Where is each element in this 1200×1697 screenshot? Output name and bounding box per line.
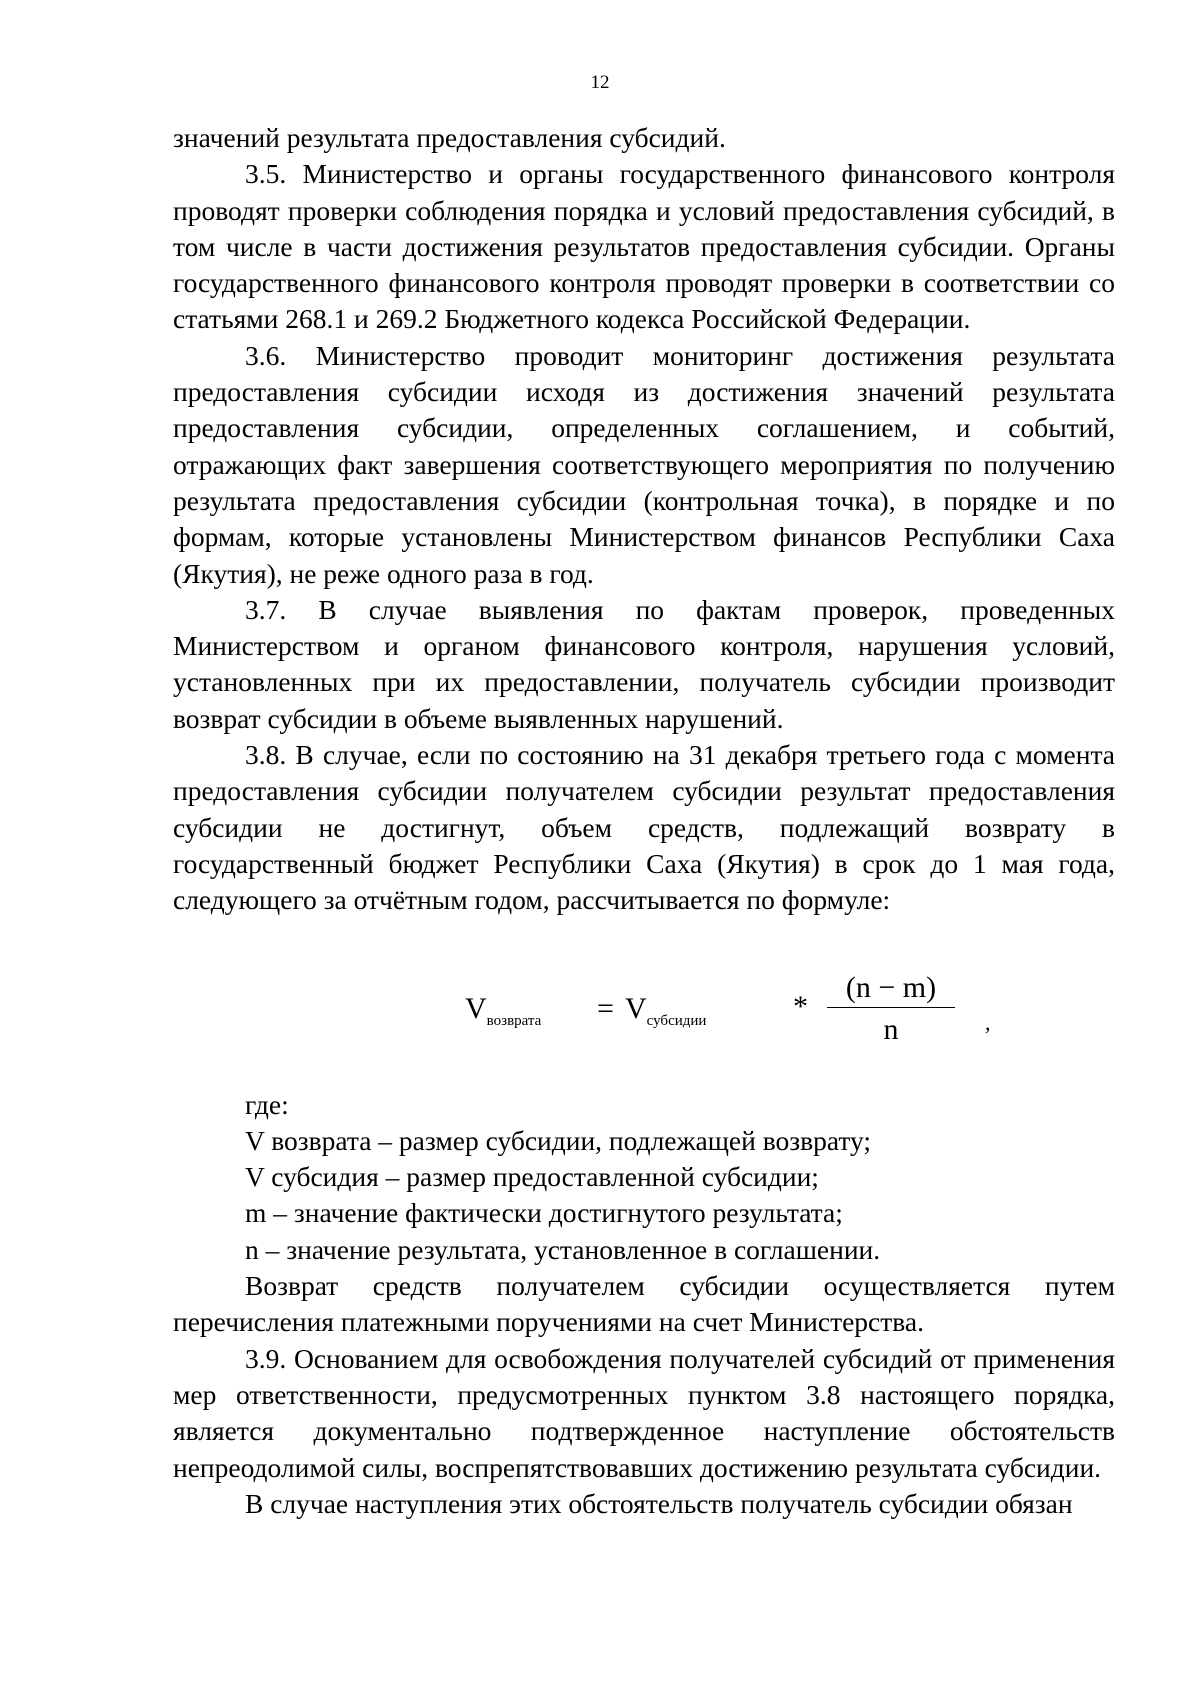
paragraph-force-majeure: В случае наступления этих обстоятельств получатель субсидии обязан — [245, 1487, 1073, 1519]
formula-multiply: * — [793, 989, 808, 1023]
paragraph-refund-method: Возврат средств получателем субсидии осуществляется путем перечисления платежными поручениями на счет Министерства. — [173, 1270, 1115, 1338]
paragraph-continuation: значений результата предоставления субсидий. — [173, 122, 726, 153]
formula-block — [173, 919, 1115, 1087]
where-label: где: — [245, 1088, 289, 1120]
formula-fraction — [823, 969, 959, 1046]
formula-numerator: (n − m) — [845, 970, 937, 1004]
formula-v-subsidy: $V_{субсидии}$ — [625, 991, 707, 1029]
paragraph-3-5: 3.5. Министерство и органы государственного финансового контроля проводят проверки соблюдения порядка и условий предоставления субсидий, в том числе в части достижения результатов предоставления субсидии. Органы государственного финансового контроля проводят проверки в соответствии со статьями 268.1 и 269.2 Бюджетного кодекса Российской Федерации. — [173, 158, 1115, 335]
legend-item: m – значение фактически достигнутого результата; — [245, 1197, 843, 1229]
formula-equals: = — [597, 991, 614, 1025]
formula-comma: , — [985, 1009, 991, 1035]
legend-item: n – значение результата, установленное в соглашении. — [245, 1233, 881, 1265]
body-text — [173, 120, 1115, 1522]
legend-item: V возврата – размер субсидии, подлежащей возврату; — [245, 1124, 872, 1156]
paragraph-3-7: 3.7. В случае выявления по фактам проверок, проведенных Министерством и органом финансового контроля, нарушения условий, установленных при их предоставлении, получатель субсидии производит возврат субсидии в объеме выявленных нарушений. — [173, 593, 1115, 734]
formula-v-return: $V_{возврата}$ — [465, 991, 542, 1029]
paragraph-3-8: 3.8. В случае, если по состоянию на 31 декабря третьего года с момента предоставления субсидии получателем субсидии результат предоставления субсидии не достигнут, объем средств, подлежащий возврату в государственный бюджет Республики Саха (Якутия) в срок до 1 мая года, следующего за отчётным годом, рассчитывается по формуле: — [173, 739, 1115, 916]
legend-item: V субсидия – размер предоставленной субсидии; — [245, 1161, 819, 1193]
page-number: 12 — [590, 72, 610, 93]
paragraph-3-6: 3.6. Министерство проводит мониторинг достижения результата предоставления субсидии исходя из достижения значений результата предоставления субсидии, определенных соглашением, и событий, отражающих факт завершения соответствующего мероприятия по получению результата предоставления субсидии (контрольная точка), в порядке и по формам, которые установлены Министерством финансов Республики Саха (Якутия), не реже одного раза в год. — [173, 339, 1115, 589]
paragraph-3-9: 3.9. Основанием для освобождения получателей субсидий от применения мер ответственности, предусмотренных пунктом 3.8 настоящего порядка, является документально подтвержденное наступление обстоятельств непреодолимой силы, воспрепятствовавших достижению результата субсидии. — [173, 1342, 1115, 1483]
formula-denominator: n — [883, 1012, 899, 1046]
